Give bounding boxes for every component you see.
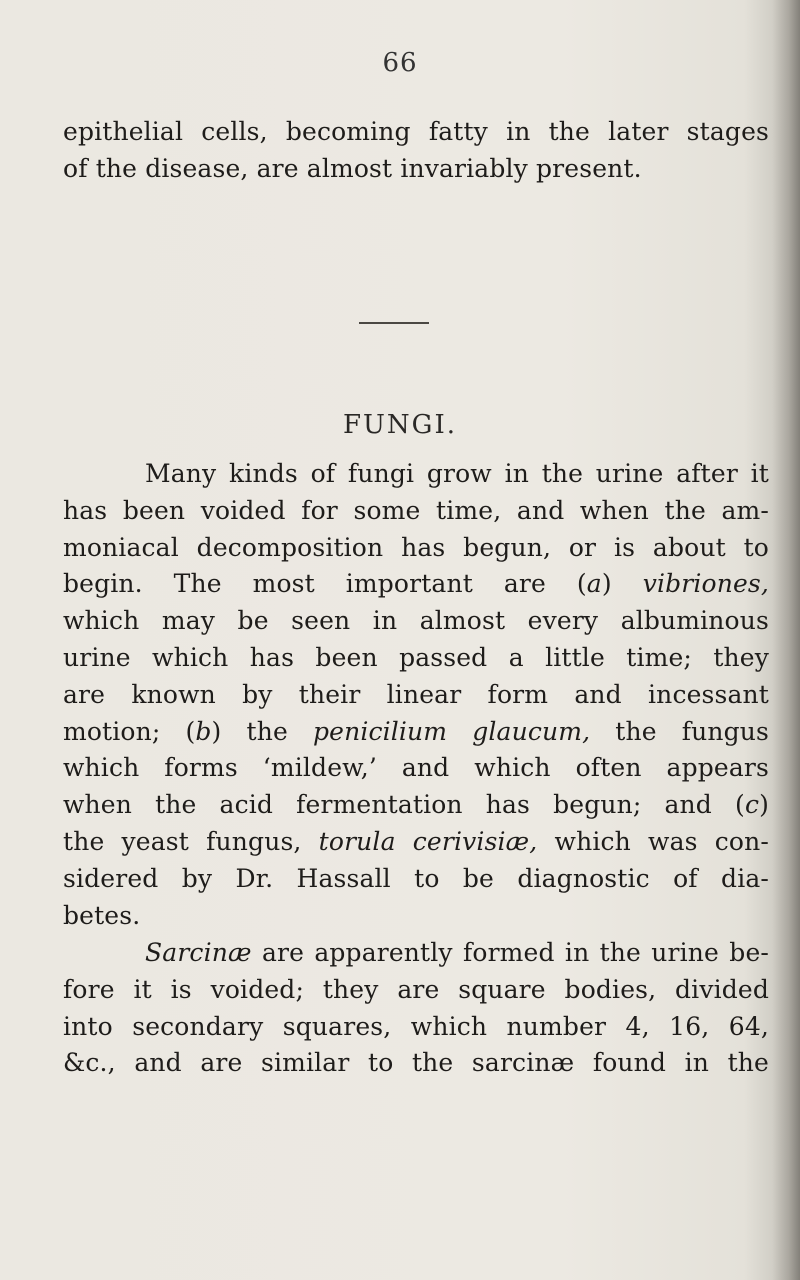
section-heading: FUNGI. <box>342 410 457 440</box>
list-letter: b <box>195 716 212 746</box>
text-line: &c., and are similar to the sarcinæ found in the <box>63 1048 769 1078</box>
italic-term: torula cerivisiæ, <box>318 826 538 856</box>
text-line <box>63 787 769 824</box>
page-edge-shadow <box>772 0 800 1280</box>
text-segment: ) <box>759 790 769 820</box>
sarcinae-paragraph <box>63 935 769 1082</box>
text-segment: when the acid fermentation has begun; and ( <box>63 790 745 820</box>
intro-paragraph <box>63 114 769 188</box>
text-line: moniacal decomposition has begun, or is about to <box>63 532 769 562</box>
text-segment: are apparently formed in the urine be- <box>251 938 769 967</box>
text-segment: motion; ( <box>63 716 196 746</box>
italic-term: penicilium glaucum, <box>312 716 591 746</box>
text-line: of the disease, are almost invariably present. <box>63 153 642 183</box>
text-line: which may be seen in almost every albuminous <box>63 606 769 636</box>
text-segment: the yeast fungus, <box>63 826 319 856</box>
text-segment: which was con- <box>537 826 769 856</box>
fungi-paragraph <box>63 456 769 934</box>
list-letter: c <box>744 790 760 820</box>
text-line: Many kinds of fungi grow in the urine after it <box>145 459 769 488</box>
text-line: sidered by Dr. Hassall to be diagnostic of dia- <box>63 863 769 893</box>
text-segment: ) the <box>211 716 313 746</box>
text-line: fore it is voided; they are square bodies, divided <box>63 974 769 1004</box>
text-line: are known by their linear form and incessant <box>63 679 769 709</box>
text-segment: begin. The most important are ( <box>63 569 587 599</box>
text-line: urine which has been passed a little time; they <box>63 642 769 672</box>
text-line: into secondary squares, which number 4, 16, 64, <box>63 1011 769 1041</box>
text-line <box>63 824 769 861</box>
italic-term: vibriones, <box>642 569 769 599</box>
text-line: has been voided for some time, and when the am- <box>63 495 769 525</box>
text-segment: the fungus <box>590 716 769 746</box>
text-line: betes. <box>63 900 141 930</box>
page-number: 66 <box>382 48 418 78</box>
italic-term: Sarcinæ <box>145 938 252 967</box>
text-line: which forms ‘mildew,’ and which often appears <box>63 753 769 783</box>
list-letter: a <box>586 569 602 599</box>
text-line <box>63 935 769 972</box>
text-line: epithelial cells, becoming fatty in the later stages <box>63 117 769 146</box>
text-line <box>63 714 769 751</box>
section-divider <box>359 322 429 324</box>
text-segment: ) <box>601 569 643 599</box>
text-line <box>63 566 769 603</box>
